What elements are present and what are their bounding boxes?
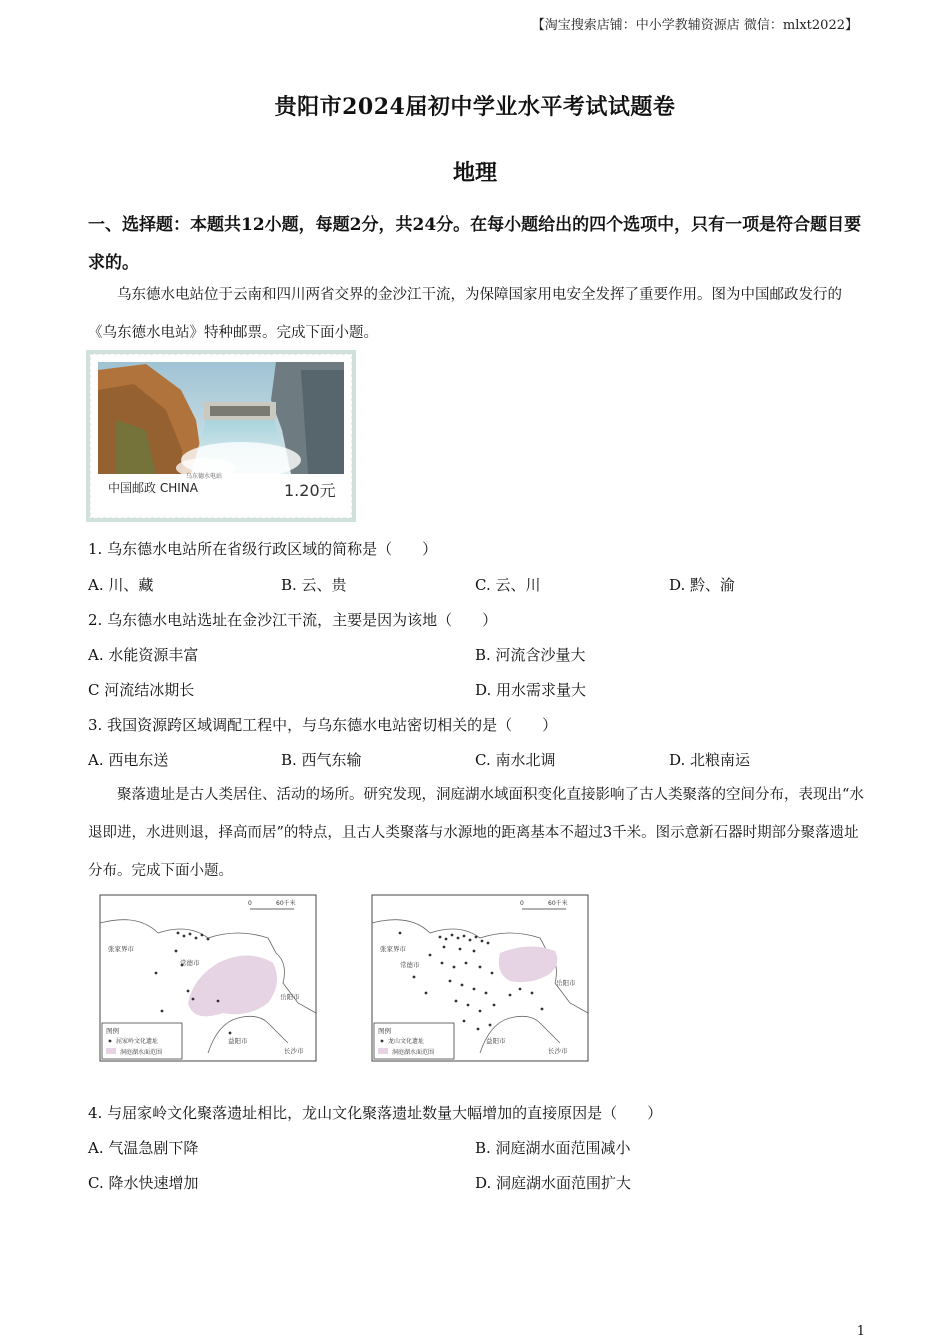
- map-left-city-2: 常德市: [180, 959, 200, 967]
- stamp-denomination: 1.20元: [284, 481, 336, 500]
- q3-option-d: D. 北粮南运: [669, 751, 751, 769]
- question-1-stem: 1. 乌东德水电站所在省级行政区域的简称是（ ）: [88, 540, 438, 558]
- map-right-city-5: 长沙市: [548, 1047, 568, 1055]
- map-longshan: [372, 895, 588, 1061]
- q4-option-a: A. 气温急剧下降: [88, 1139, 199, 1157]
- q1-option-b: B. 云、贵: [281, 576, 347, 594]
- q1-option-d: D. 黔、渝: [669, 576, 736, 594]
- settlement-maps: [98, 893, 590, 1063]
- question-4-stem: 4. 与屈家岭文化聚落遗址相比，龙山文化聚落遗址数量大幅增加的直接原因是（ ）: [88, 1104, 663, 1122]
- question-3-stem: 3. 我国资源跨区域调配工程中，与乌东德水电站密切相关的是（ ）: [88, 716, 558, 734]
- map-left-legend-lake: 洞庭湖水面范围: [120, 1049, 163, 1056]
- q2-option-a: A. 水能资源丰富: [88, 646, 199, 664]
- q1-option-a: A. 川、藏: [88, 576, 154, 594]
- passage-settlements: 聚落遗址是古人类居住、活动的场所。研究发现，洞庭湖水域面积变化直接影响了古人类聚落的空间分布，表现出“水退即进，水进则退，择高而居”的特点，且古人类聚落与水源地的距离基本不超过3千米。图示意新石器时期部分聚落遗址分布。完成下面小题。: [88, 787, 864, 879]
- q3-option-a: A. 西电东送: [88, 751, 169, 769]
- map-qujialing: [100, 895, 316, 1061]
- exam-title: 贵阳市2024届初中学业水平考试试题卷: [274, 94, 676, 120]
- section-heading: 一、选择题：本题共12小题，每题2分，共24分。在每小题给出的四个选项中，只有一项是符合题目要求的。: [88, 215, 862, 273]
- page-number: 1: [856, 1324, 865, 1339]
- q3-option-b: B. 西气东输: [281, 751, 362, 769]
- q4-option-b: B. 洞庭湖水面范围减小: [475, 1139, 631, 1157]
- map-right-legend-site: 龙山文化遗址: [388, 1038, 425, 1045]
- q4-option-d: D. 洞庭湖水面范围扩大: [475, 1174, 632, 1192]
- map-left-legend-site: 屈家岭文化遗址: [116, 1038, 159, 1045]
- map-right-city-1: 张家界市: [380, 945, 406, 953]
- stamp-brand: 中国邮政 CHINA: [108, 481, 198, 495]
- subject-title: 地理: [452, 160, 497, 186]
- svg-text:0: 0: [248, 900, 252, 907]
- map-left-city-1: 张家界市: [108, 945, 134, 953]
- q2-option-c: C 河流结冰期长: [88, 681, 195, 699]
- stamp-caption: 乌东德水电站: [186, 473, 223, 480]
- passage-hydropower: 乌东德水电站位于云南和四川两省交界的金沙江干流，为保障国家用电安全发挥了重要作用。图为中国邮政发行的《乌东德水电站》特种邮票。完成下面小题。: [88, 287, 842, 341]
- map-right-city-3: 岳阳市: [556, 979, 576, 987]
- question-2-stem: 2. 乌东德水电站选址在金沙江干流，主要是因为该地（ ）: [88, 611, 498, 629]
- q4-option-c: C. 降水快速增加: [88, 1174, 199, 1192]
- map-left-city-3: 岳阳市: [280, 993, 300, 1001]
- header-note: 【淘宝搜索店铺：中小学教辅资源店 微信：mlxt2022】: [531, 18, 858, 33]
- stamp-image: [86, 350, 356, 522]
- q2-option-d: D. 用水需求量大: [475, 681, 587, 699]
- map-left-city-4: 益阳市: [228, 1037, 248, 1045]
- q1-option-c: C. 云、川: [475, 576, 541, 594]
- map-left-scale: 60千米: [276, 900, 296, 907]
- map-right-city-4: 益阳市: [486, 1037, 506, 1045]
- map-left-city-5: 长沙市: [284, 1047, 304, 1055]
- map-right-city-2: 常德市: [400, 961, 420, 969]
- map-left-legend-title: 图例: [106, 1027, 119, 1035]
- map-right-legend-lake: 洞庭湖水面范围: [392, 1049, 435, 1056]
- map-right-legend-title: 图例: [378, 1027, 391, 1035]
- map-right-scale: 60千米: [548, 900, 568, 907]
- q3-option-c: C. 南水北调: [475, 751, 556, 769]
- svg-text:0: 0: [520, 900, 524, 907]
- q2-option-b: B. 河流含沙量大: [475, 646, 586, 664]
